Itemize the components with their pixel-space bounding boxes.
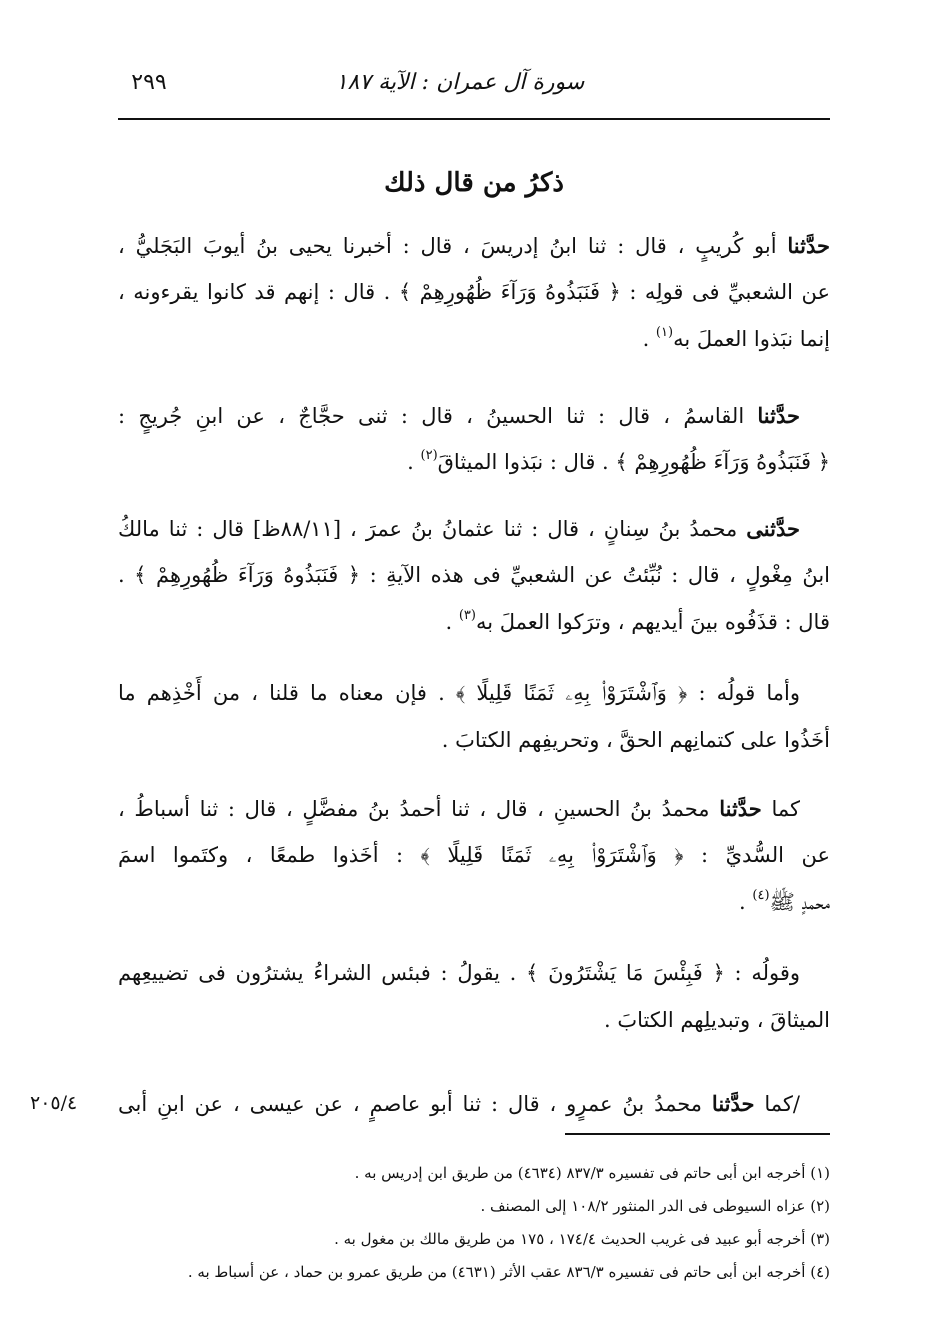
text-line: قال : قذَفُوه بينَ أيديهم ، وترَكوا العملَ به$^{(٣)}$ .	[445, 608, 830, 634]
text-line: أخَذُوا على كتمانِهم الحقَّ ، وتحريفِهم الكتابَ .	[441, 728, 830, 752]
footnote-marker: (١)	[655, 325, 674, 340]
margin-page-reference: ٢٠٥/٤	[30, 1092, 78, 1114]
footnote-marker: (٢)	[420, 448, 438, 463]
text-line: /كما حدَّثنا محمدُ بنُ عمرٍو ، قال : ثنا أبو عاصمٍ ، عن عيسى ، عن ابنِ أبى	[118, 1091, 800, 1116]
paragraph-3	[118, 505, 830, 646]
text-line: ﴿ فَنَبَذُوهُ وَرَآءَ ظُهُورِهِمْ ﴾ . قال : نبَذوا الميثاقَ$^{(٢)}$ .	[407, 448, 830, 474]
text-line: محمدٍ ﷺ$^{(٤)}$ .	[739, 888, 830, 914]
running-header-title: سورة آل عمران : الآية ١٨٧	[335, 70, 585, 95]
paragraph-1	[118, 222, 830, 363]
text-line: الميثاقَ ، وتبديلِهم الكتابَ .	[603, 1008, 830, 1032]
page-number: ٢٩٩	[131, 70, 167, 95]
paragraph-5	[118, 785, 830, 926]
text-line: وأما قولُه : ﴿ وَٱشْتَرَوْا۟ بِهِۦ ثَمَنًا قَلِيلًا ﴾ . فإن معناه ما قلنا ، من أَخْذِهم ما	[118, 681, 800, 705]
footnote-marker: (٣)	[458, 608, 476, 623]
paragraph-6	[118, 950, 830, 1044]
footnote: (٤) أخرجه ابن أبى حاتم فى تفسيره ٨٣٦/٣ عقب الأثر (٤٦٣١) من طريق عمرو بن حماد ، عن أسباط به .	[187, 1263, 830, 1281]
text-line: ابنُ مِغْولٍ ، قال : نُبِّئتُ عن الشعبيِّ فى هذه الآيةِ : ﴿ فَنَبَذُوهُ وَرَآءَ ظُهُورِهِمْ ﴾ .	[118, 563, 830, 587]
narration-keyword: حدَّثنا	[719, 796, 762, 821]
footnote: (٣) أخرجه أبو عبيد فى غريب الحديث ١٧٤/٤ ، ١٧٥ من طريق مالك بن مغول به .	[334, 1230, 830, 1248]
narration-keyword: حدَّثنا	[711, 1091, 755, 1116]
paragraph-2	[118, 392, 830, 486]
narration-keyword: حدَّثنى	[746, 516, 800, 541]
header-rule	[118, 118, 830, 120]
footnotes	[118, 1157, 830, 1289]
paragraph-4	[118, 670, 830, 764]
text-line: عن السُّديِّ : ﴿ وَٱشْتَرَوْا۟ بِهِۦ ثَمَنًا قَلِيلًا ﴾ : أخَذوا طمعًا ، وكتَموا اسمَ	[118, 843, 830, 867]
footnote-rule	[565, 1133, 830, 1135]
footnote: (١) أخرجه ابن أبى حاتم فى تفسيره ٨٣٧/٣ (٤٦٣٤) من طريق ابن إدريس به .	[354, 1164, 830, 1182]
footnote: (٢) عزاه السيوطى فى الدر المنثور ١٠٨/٢ إلى المصنف .	[480, 1197, 830, 1215]
text-line: حدَّثنا أبو كُريبٍ ، قال : ثنا ابنُ إدريسَ ، قال : أخبرنا يحيى بنُ أيوبَ البَجَليُّ ،	[118, 233, 830, 258]
section-title: ذكرُ من قال ذلك	[384, 168, 564, 198]
narration-keyword: حدَّثنا	[757, 403, 800, 428]
text-line: حدَّثنا القاسمُ ، قال : ثنا الحسينُ ، قال : ثنى حجَّاجٌ ، عن ابنِ جُريجٍ :	[118, 403, 800, 428]
text-line: حدَّثنى محمدُ بنُ سِنانٍ ، قال : ثنا عثمانُ بنُ عمرَ ، [٨٨/١١ظ] قال : ثنا مالكُ	[118, 516, 800, 541]
text-line: عن الشعبيِّ فى قولِه : ﴿ فَنَبَذُوهُ وَرَآءَ ظُهُورِهِمْ ﴾ . قال : إنهم قد كانوا يقرءونه ،	[118, 280, 830, 304]
footnote-marker: (٤)	[752, 888, 770, 903]
paragraph-7	[118, 1080, 830, 1127]
text-line: كما حدَّثنا محمدُ بنُ الحسينِ ، قال ، ثنا أحمدُ بنُ مفضَّلٍ ، قال : ثنا أسباطُ ،	[118, 796, 800, 821]
text-line: إنما نبَذوا العملَ به$^{(١)}$ .	[642, 325, 830, 351]
text-line: وقولُه : ﴿ فَبِئْسَ مَا يَشْتَرُونَ ﴾ . يقولُ : فبئس الشراءُ يشترُون فى تضييعِهم	[118, 961, 800, 985]
narration-keyword: حدَّثنا	[787, 233, 830, 258]
